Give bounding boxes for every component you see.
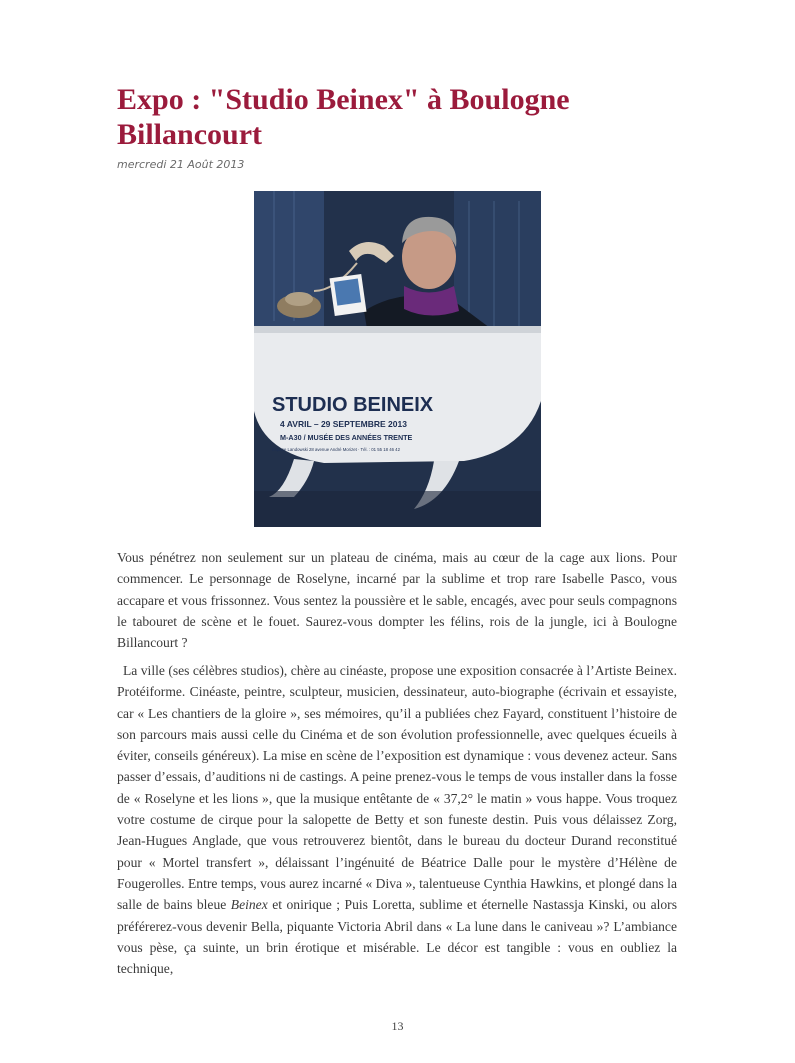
paragraph-2-text-start: La ville (ses célèbres studios), chère au cinéaste, propose une exposition consacrée à l’Artiste Beinex. Protéiforme. Cinéaste, peintre, sculpteur, musicien, dessinateur, auto-biographe (écrivain et essayiste, car « Les chantiers de la gloire », ses mémoires, qu’il a publiées chez Fayard, constituent l’histoire de son parcours mais aussi celle du Cinéma et de son évolution professionnelle, avec quelques écueils à éviter, conseils généreux). La mise en scène de l’exposition est dynamique : vous devenez acteur. Sans passer d’essais, d’auditions ni de castings. A peine prenez-vous le temps de vous installer dans la fosse de « Roselyne et les lions », que la musique entêtante de « 37,2° le matin » vous happe. Vous troquez votre costume de cirque pour la salopette de Betty et son funeste destin. Puis vous délaissez Zorg, Jean-Hugues Anglade, que vous retrouverez bientôt, dans le bureau du docteur Durand reconstitué pour « Mortel transfert », délaissant l’ingénuité de Béatrice Dalle pour le mystère d’Hélène de Fougerolles. Entre temps, vous aurez incarné « Diva », talentueuse Cynthia Hawkins, et plongé dans la salle de bains bleue	[117, 663, 677, 913]
exhibition-poster-image	[254, 191, 541, 527]
paragraph-2-italic-beinex: Beinex	[230, 897, 268, 913]
page-number: 13	[391, 1019, 404, 1033]
body-paragraph-2	[117, 660, 677, 979]
body-paragraph-1: Vous pénétrez non seulement sur un plateau de cinéma, mais au cœur de la cage aux lions. Pour commencer. Le personnage de Roselyne, incarné par la sublime et trop rare Isabelle Pasco, vous accapare et vous frissonnez. Vous sentez la poussière et le sable, encagés, avec pour seuls compagnons le tabouret de scène et le fouet. Saurez-vous dompter les félins, rois de la jungle, ici à Boulogne Billancourt ?	[117, 550, 677, 651]
paragraph-2-text-end: et onirique ; Puis Loretta, sublime et éternelle Nastassja Kinski, ou alors préférerez-vous devenir Bella, piquante Victoria Abril dans « La lune dans le caniveau »? L’ambiance vous pèse, ça suinte, un brin érotique et misérable. Le décor est tangible : vous en oubliez la technique,	[117, 897, 678, 977]
article-date: mercredi 21 Août 2013	[117, 158, 245, 171]
article-title: Expo : "Studio Beinex" à Boulogne Billancourt	[117, 83, 570, 151]
poster-venue: M-A30 / MUSÉE DES ANNÉES TRENTE	[280, 433, 413, 442]
poster-heading: STUDIO BEINEIX	[272, 394, 434, 416]
poster-address: Espace Landowski 28 avenue André Morizet · Tél. : 01 55 18 46 42	[272, 447, 400, 452]
poster-dates: 4 AVRIL – 29 SEPTEMBRE 2013	[280, 419, 407, 429]
